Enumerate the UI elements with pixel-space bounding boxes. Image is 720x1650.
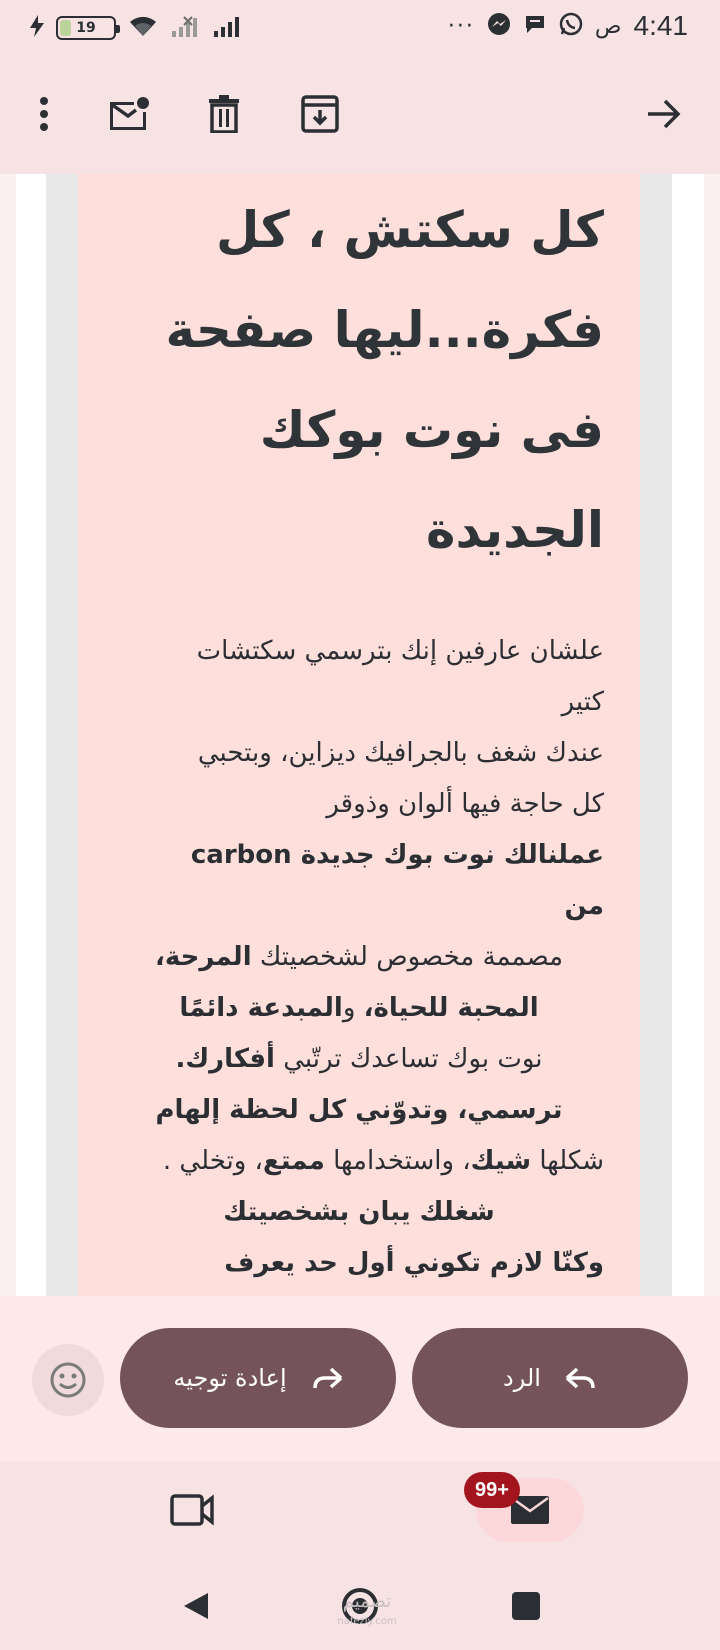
body-line: المحبة للحياة، والمبدعة دائمًا (179, 993, 539, 1023)
body-line: ترسمي، وتدوّني كل لحظة إلهام (155, 1095, 563, 1125)
video-camera-icon (170, 1493, 214, 1527)
reply-button[interactable] (412, 1328, 688, 1428)
forward-icon (311, 1366, 343, 1390)
headline-line: كل سكتش ، كل (216, 201, 604, 259)
forward-label: إعادة توجيه (173, 1364, 287, 1392)
body-line: كل حاجة فيها ألوان وذوقر (326, 789, 604, 819)
signal-icon (212, 15, 242, 41)
chat-icon (523, 12, 547, 40)
watermark: تصميم nafezly.com (337, 1591, 397, 1627)
mark-unread-icon[interactable] (100, 86, 156, 142)
reply-actions (0, 1296, 720, 1462)
body-line: شغلك يبان بشخصيتك (223, 1197, 495, 1227)
forward-button[interactable] (120, 1328, 396, 1428)
headline-line: الجديدة (425, 501, 604, 559)
body-line: وكنّا لازم تكوني أول حد يعرف (224, 1248, 604, 1278)
whatsapp-icon (559, 12, 583, 40)
status-right (448, 10, 688, 42)
am-pm-label: ص (594, 13, 622, 38)
email-body-card (78, 174, 640, 1296)
delete-icon[interactable] (196, 86, 252, 142)
back-arrow-icon[interactable] (636, 86, 692, 142)
smiley-icon (49, 1361, 87, 1399)
archive-icon[interactable] (292, 86, 348, 142)
emoji-reaction-button[interactable] (32, 1344, 104, 1416)
back-nav-icon[interactable] (174, 1584, 218, 1628)
body-line: من (564, 891, 604, 921)
email-toolbar (0, 56, 720, 174)
status-bar (0, 0, 720, 56)
messenger-icon (487, 12, 511, 40)
body-line: عملنالك نوت بوك جديدة carbon (190, 840, 604, 870)
reply-label: الرد (503, 1364, 541, 1392)
headline-line: فى نوت بوكك (259, 401, 604, 459)
body-line: مصممة مخصوص لشخصيتك المرحة، (154, 942, 564, 972)
headline-line: فكرة...ليها صفحة (165, 301, 604, 359)
body-line: كتير (561, 687, 604, 717)
overflow-dots: ··· (447, 13, 475, 39)
body-line: شكلها شيك، واستخدامها ممتع، وتخلي . (162, 1146, 604, 1176)
body-line: نوت بوك تساعدك ترتّبي أفكارك. (175, 1044, 543, 1074)
wifi-icon (128, 14, 158, 42)
email-content (0, 174, 720, 1296)
recents-nav-icon[interactable] (504, 1584, 548, 1628)
bottom-navigation (0, 1462, 720, 1562)
charging-icon (30, 15, 44, 41)
email-body-text (114, 626, 604, 1289)
battery-indicator: 19 (56, 16, 116, 40)
signal-off-icon (170, 15, 200, 41)
unread-count-badge: 99+ (464, 1472, 520, 1508)
body-line: عندك شغف بالجرافيك ديزاين، وبتحبي (197, 738, 604, 768)
status-left (30, 14, 242, 42)
meet-video-tab[interactable] (160, 1486, 224, 1534)
email-headline (164, 180, 604, 580)
reply-icon (565, 1366, 597, 1390)
system-navigation (0, 1562, 720, 1650)
body-line: علشان عارفين إنك بترسمي سكتشات (196, 636, 604, 666)
more-vert-icon[interactable] (16, 86, 72, 142)
clock: 4:41 (633, 10, 688, 41)
